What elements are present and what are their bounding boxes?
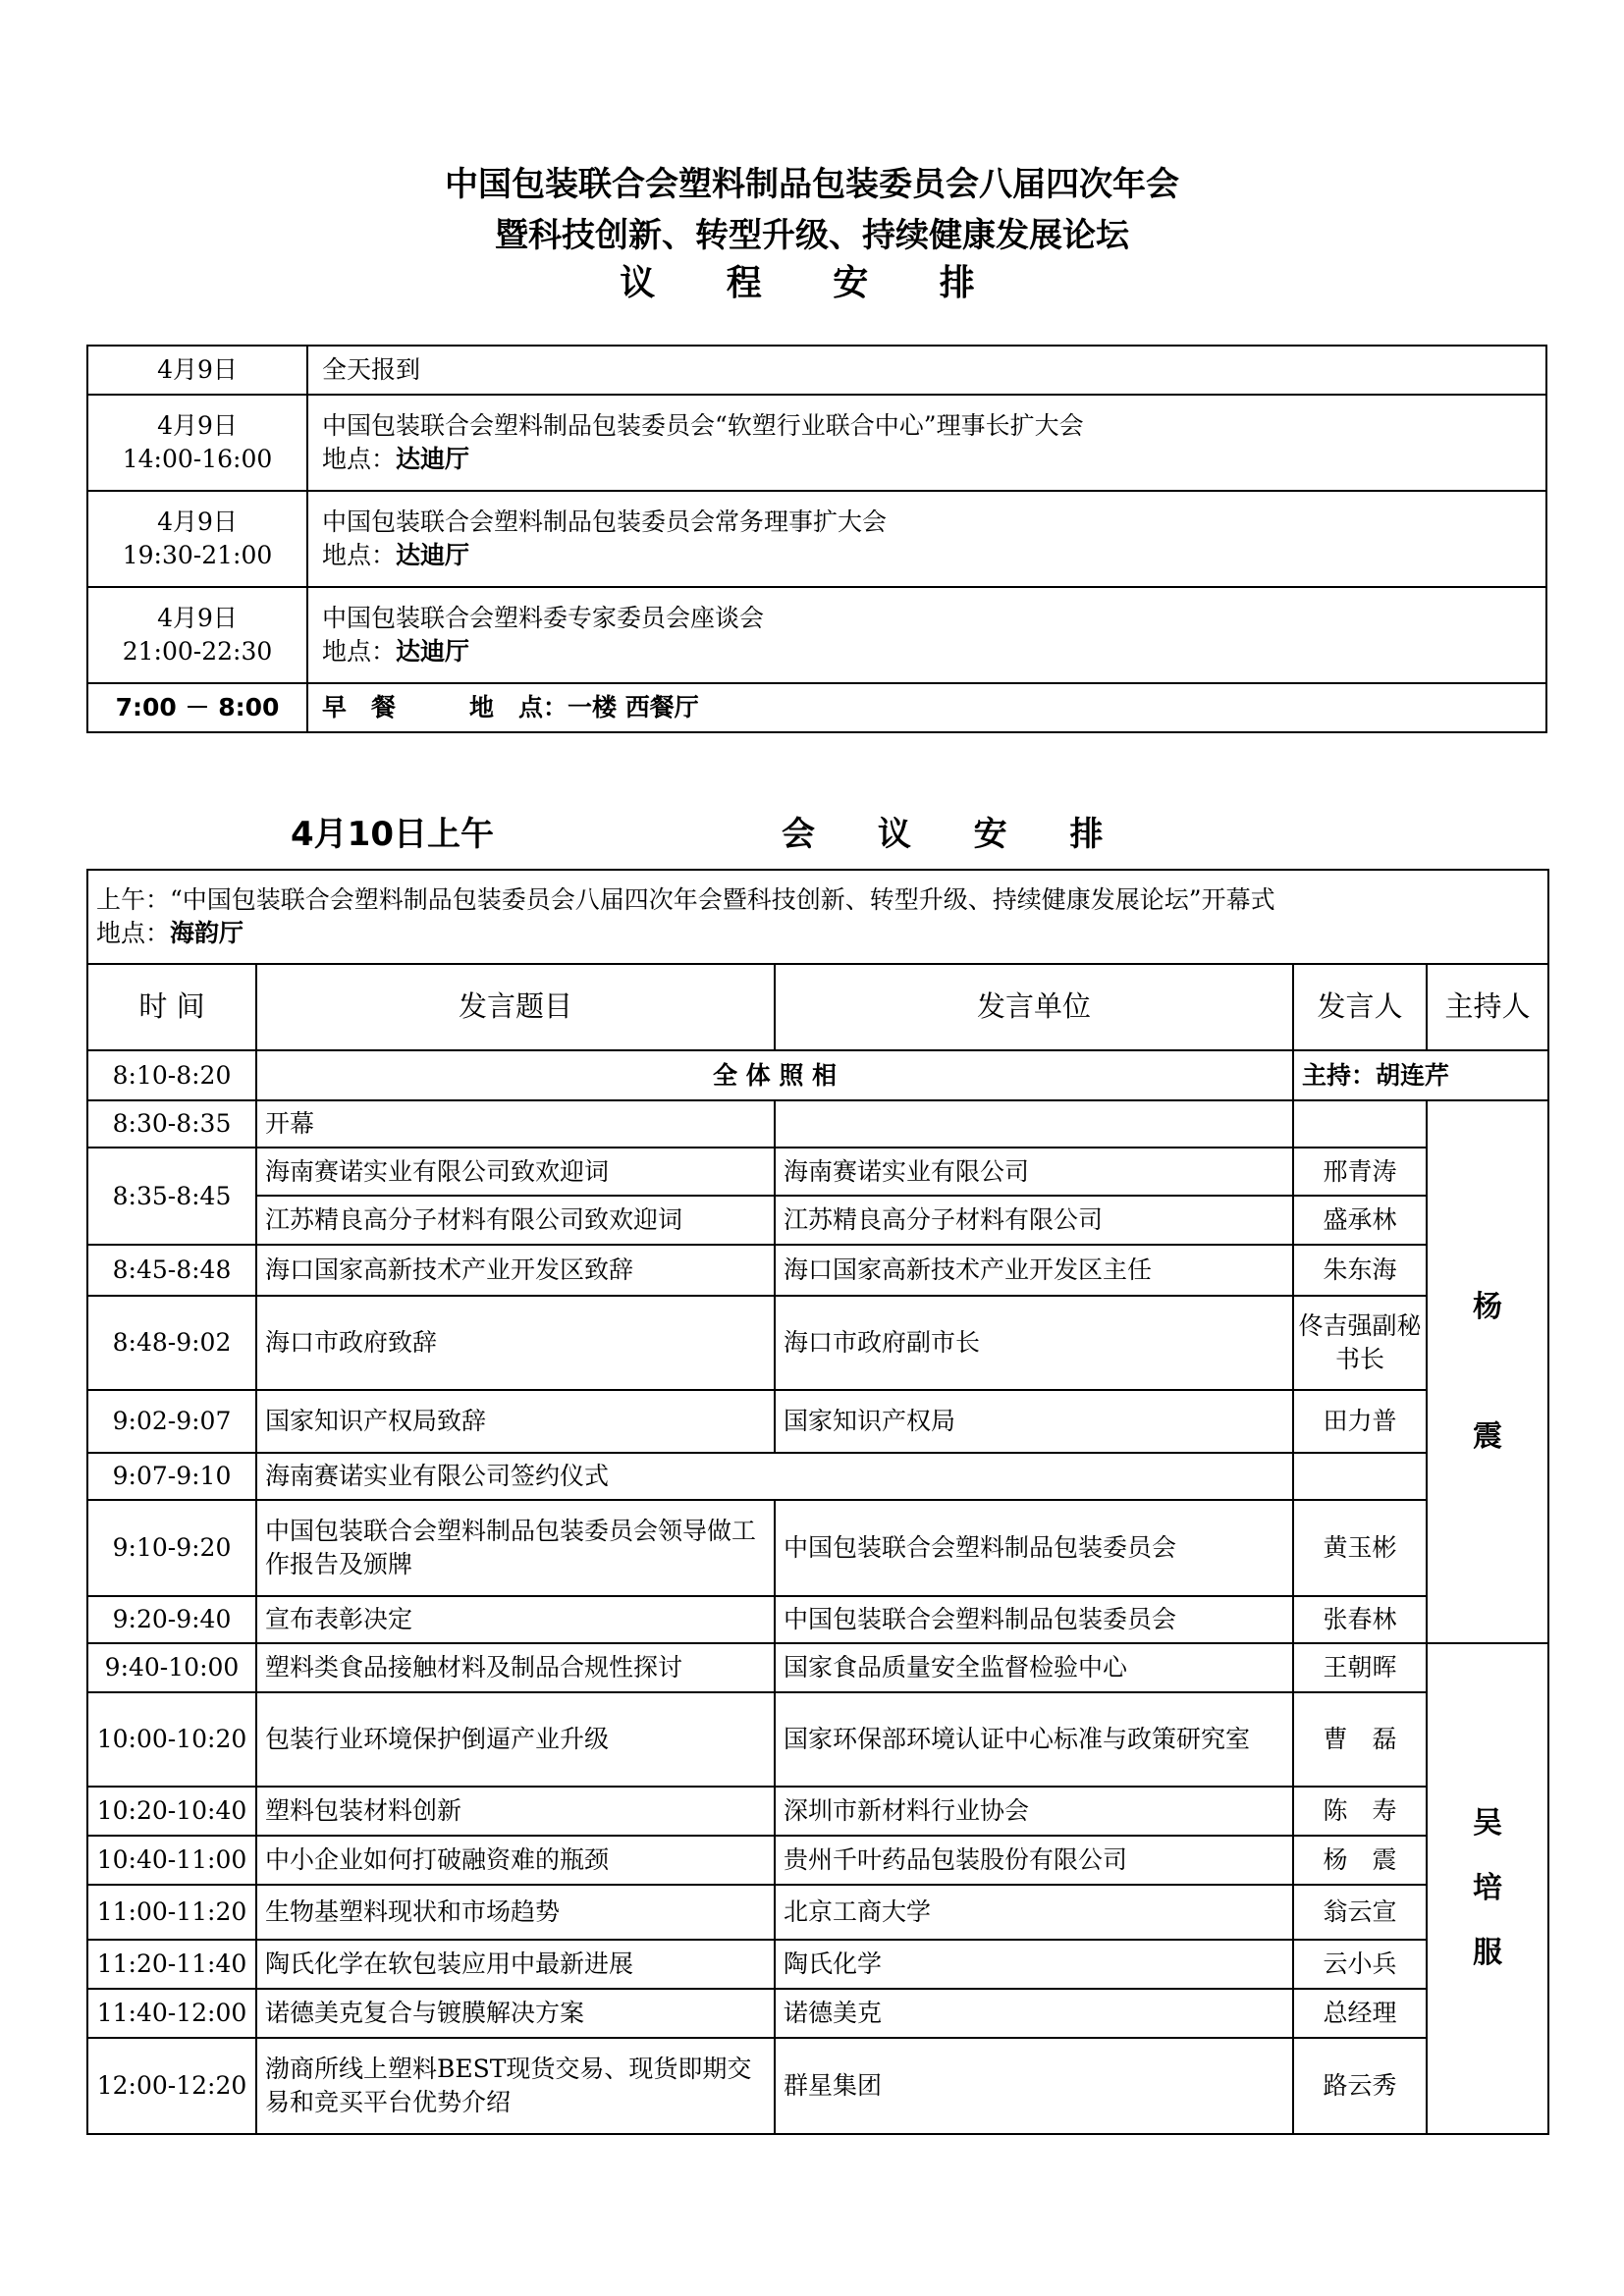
agenda-row <box>87 2038 1548 2134</box>
host-cell-first <box>1427 1100 1548 1643</box>
day1-event-cell <box>307 346 1546 395</box>
day1-event: 全天报到 <box>322 355 421 385</box>
agenda-unit: 陶氏化学 <box>775 1940 1293 1989</box>
agenda-row <box>87 1100 1548 1148</box>
agenda-unit: 深圳市新材料行业协会 <box>775 1787 1293 1836</box>
title-line-1: 中国包装联合会塑料制品包装委员会八届四次年会 <box>445 165 1179 204</box>
day1-date: 4月9日 <box>157 355 238 385</box>
day1-date: 4月9日 <box>157 604 238 633</box>
agenda-topic: 塑料类食品接触材料及制品合规性探讨 <box>256 1643 775 1692</box>
agenda-speaker: 曹 磊 <box>1293 1692 1427 1787</box>
agenda-time: 11:20-11:40 <box>87 1940 256 1989</box>
agenda-topic: 海口市政府致辞 <box>256 1296 775 1390</box>
agenda-time: 8:35-8:45 <box>87 1148 256 1245</box>
agenda-speaker: 田力普 <box>1293 1390 1427 1453</box>
header-unit: 发言单位 <box>775 964 1293 1050</box>
agenda-speaker: 路云秀 <box>1293 2038 1427 2134</box>
day1-row <box>87 587 1546 683</box>
day1-location-label: 地点： <box>322 445 397 473</box>
agenda-time: 9:10-9:20 <box>87 1500 256 1596</box>
agenda-speaker: 张春林 <box>1293 1596 1427 1643</box>
agenda-row <box>87 1940 1548 1989</box>
agenda-row <box>87 1989 1548 2038</box>
header-topic: 发言题目 <box>256 964 775 1050</box>
agenda-row <box>87 1453 1548 1500</box>
day1-date: 4月9日 <box>157 507 238 537</box>
host-name-second: 吴 培 服 <box>1473 1806 1503 1970</box>
agenda-time: 11:40-12:00 <box>87 1989 256 2038</box>
agenda-unit: 群星集团 <box>775 2038 1293 2134</box>
agenda-time: 11:00-11:20 <box>87 1885 256 1940</box>
meeting-intro: 上午：“中国包装联合会塑料制品包装委员会八届四次年会暨科技创新、转型升级、持续健康发展论坛”开幕式 <box>96 885 1275 915</box>
agenda-speaker: 翁云宣 <box>1293 1885 1427 1940</box>
agenda-speaker: 黄玉彬 <box>1293 1500 1427 1596</box>
header-host: 主持人 <box>1427 964 1548 1050</box>
agenda-row <box>87 1836 1548 1885</box>
host-cell-second <box>1427 1643 1548 2134</box>
day1-location: 达迪厅 <box>396 445 470 473</box>
agenda-row <box>87 1596 1548 1643</box>
agenda-unit: 海口市政府副市长 <box>775 1296 1293 1390</box>
section-title: 会 议 安 排 <box>782 815 1129 854</box>
day1-date-cell <box>87 346 307 395</box>
day1-row <box>87 346 1546 395</box>
agenda-unit: 江苏精良高分子材料有限公司 <box>775 1196 1293 1245</box>
photo-row <box>87 1050 1548 1100</box>
agenda-topic: 江苏精良高分子材料有限公司致欢迎词 <box>256 1196 775 1245</box>
meeting-intro-row <box>87 870 1548 964</box>
agenda-topic: 包装行业环境保护倒逼产业升级 <box>256 1692 775 1787</box>
agenda-topic: 宣布表彰决定 <box>256 1596 775 1643</box>
agenda-row <box>87 1296 1548 1390</box>
agenda-time: 8:48-9:02 <box>87 1296 256 1390</box>
title-line-3: 议 程 安 排 <box>620 263 1004 303</box>
agenda-time: 8:45-8:48 <box>87 1245 256 1296</box>
agenda-topic: 国家知识产权局致辞 <box>256 1390 775 1453</box>
agenda-topic: 塑料包装材料创新 <box>256 1787 775 1836</box>
agenda-speaker: 王朝晖 <box>1293 1643 1427 1692</box>
photo-text: 全 体 照 相 <box>256 1050 1293 1100</box>
meeting-location-label: 地点： <box>96 919 171 947</box>
agenda-speaker <box>1293 1453 1427 1500</box>
header-row <box>87 964 1548 1050</box>
agenda-unit: 中国包装联合会塑料制品包装委员会 <box>775 1596 1293 1643</box>
agenda-topic: 诺德美克复合与镀膜解决方案 <box>256 1989 775 2038</box>
header-speaker: 发言人 <box>1293 964 1427 1050</box>
agenda-speaker: 盛承林 <box>1293 1196 1427 1245</box>
agenda-speaker: 总经理 <box>1293 1989 1427 2038</box>
agenda-topic: 海南赛诺实业有限公司签约仪式 <box>256 1453 1293 1500</box>
agenda-topic: 陶氏化学在软包装应用中最新进展 <box>256 1940 775 1989</box>
agenda-speaker: 云小兵 <box>1293 1940 1427 1989</box>
agenda-time: 8:30-8:35 <box>87 1100 256 1148</box>
day1-event: 中国包装联合会塑料制品包装委员会常务理事扩大会 <box>322 507 888 537</box>
agenda-time: 9:40-10:00 <box>87 1643 256 1692</box>
agenda-speaker <box>1293 1100 1427 1148</box>
agenda-row <box>87 1643 1548 1692</box>
agenda-row <box>87 1196 1548 1245</box>
agenda-time: 9:02-9:07 <box>87 1390 256 1453</box>
agenda-unit: 海口国家高新技术产业开发区主任 <box>775 1245 1293 1296</box>
header-time: 时 间 <box>87 964 256 1050</box>
agenda-topic: 开幕 <box>256 1100 775 1148</box>
day1-date-cell <box>87 587 307 683</box>
agenda-time: 9:20-9:40 <box>87 1596 256 1643</box>
photo-host: 主持：胡连芹 <box>1293 1050 1548 1100</box>
day1-date-cell <box>87 491 307 587</box>
day1-schedule-table <box>86 345 1547 733</box>
agenda-topic: 海南赛诺实业有限公司致欢迎词 <box>256 1148 775 1196</box>
agenda-row <box>87 1500 1548 1596</box>
day1-event-cell <box>307 587 1546 683</box>
breakfast-time: 7:00 － 8:00 <box>87 683 307 732</box>
agenda-unit: 北京工商大学 <box>775 1885 1293 1940</box>
day1-time: 21:00-22:30 <box>122 637 273 666</box>
day1-location-label: 地点： <box>322 541 397 569</box>
day1-event-cell <box>307 395 1546 491</box>
meeting-agenda-table <box>86 869 1549 2135</box>
day1-date: 4月9日 <box>157 411 238 441</box>
agenda-unit <box>775 1100 1293 1148</box>
agenda-row <box>87 1148 1548 1196</box>
photo-time: 8:10-8:20 <box>87 1050 256 1100</box>
day1-event: 中国包装联合会塑料委专家委员会座谈会 <box>322 604 765 633</box>
agenda-row <box>87 1390 1548 1453</box>
agenda-unit: 诺德美克 <box>775 1989 1293 2038</box>
day1-event: 中国包装联合会塑料制品包装委员会“软塑行业联合中心”理事长扩大会 <box>322 411 1084 441</box>
agenda-unit: 国家环保部环境认证中心标准与政策研究室 <box>775 1692 1293 1787</box>
agenda-topic: 海口国家高新技术产业开发区致辞 <box>256 1245 775 1296</box>
breakfast-text: 早 餐 地 点：一楼 西餐厅 <box>307 683 1546 732</box>
day1-date-cell <box>87 395 307 491</box>
agenda-row <box>87 1245 1548 1296</box>
day1-row <box>87 395 1546 491</box>
agenda-row <box>87 1885 1548 1940</box>
agenda-time: 10:40-11:00 <box>87 1836 256 1885</box>
day1-location: 达迪厅 <box>396 541 470 569</box>
agenda-speaker: 佟吉强副秘书长 <box>1293 1296 1427 1390</box>
day1-location: 达迪厅 <box>396 637 470 666</box>
agenda-time: 10:00-10:20 <box>87 1692 256 1787</box>
agenda-speaker: 邢青涛 <box>1293 1148 1427 1196</box>
day1-row <box>87 491 1546 587</box>
meeting-location: 海韵厅 <box>170 919 244 947</box>
host-name-first: 杨 震 <box>1473 1289 1503 1454</box>
agenda-topic: 渤商所线上塑料BEST现货交易、现货即期交易和竞买平台优势介绍 <box>256 2038 775 2134</box>
agenda-time: 10:20-10:40 <box>87 1787 256 1836</box>
agenda-unit: 贵州千叶药品包装股份有限公司 <box>775 1836 1293 1885</box>
agenda-topic: 中小企业如何打破融资难的瓶颈 <box>256 1836 775 1885</box>
breakfast-row <box>87 683 1546 732</box>
agenda-row <box>87 1787 1548 1836</box>
agenda-row <box>87 1692 1548 1787</box>
day1-event-cell <box>307 491 1546 587</box>
agenda-time: 9:07-9:10 <box>87 1453 256 1500</box>
day1-time: 14:00-16:00 <box>122 445 273 473</box>
agenda-unit: 中国包装联合会塑料制品包装委员会 <box>775 1500 1293 1596</box>
agenda-topic: 中国包装联合会塑料制品包装委员会领导做工作报告及颁牌 <box>256 1500 775 1596</box>
meeting-intro-cell <box>87 870 1548 964</box>
agenda-unit: 国家知识产权局 <box>775 1390 1293 1453</box>
agenda-speaker: 陈 寿 <box>1293 1787 1427 1836</box>
day1-time: 19:30-21:00 <box>122 541 273 569</box>
agenda-topic: 生物基塑料现状和市场趋势 <box>256 1885 775 1940</box>
agenda-unit: 海南赛诺实业有限公司 <box>775 1148 1293 1196</box>
agenda-unit: 国家食品质量安全监督检验中心 <box>775 1643 1293 1692</box>
agenda-speaker: 杨 震 <box>1293 1836 1427 1885</box>
title-line-2: 暨科技创新、转型升级、持续健康发展论坛 <box>495 216 1129 255</box>
day1-location-label: 地点： <box>322 637 397 666</box>
agenda-time: 12:00-12:20 <box>87 2038 256 2134</box>
section-date: 4月10日上午 <box>291 815 494 854</box>
agenda-speaker: 朱东海 <box>1293 1245 1427 1296</box>
